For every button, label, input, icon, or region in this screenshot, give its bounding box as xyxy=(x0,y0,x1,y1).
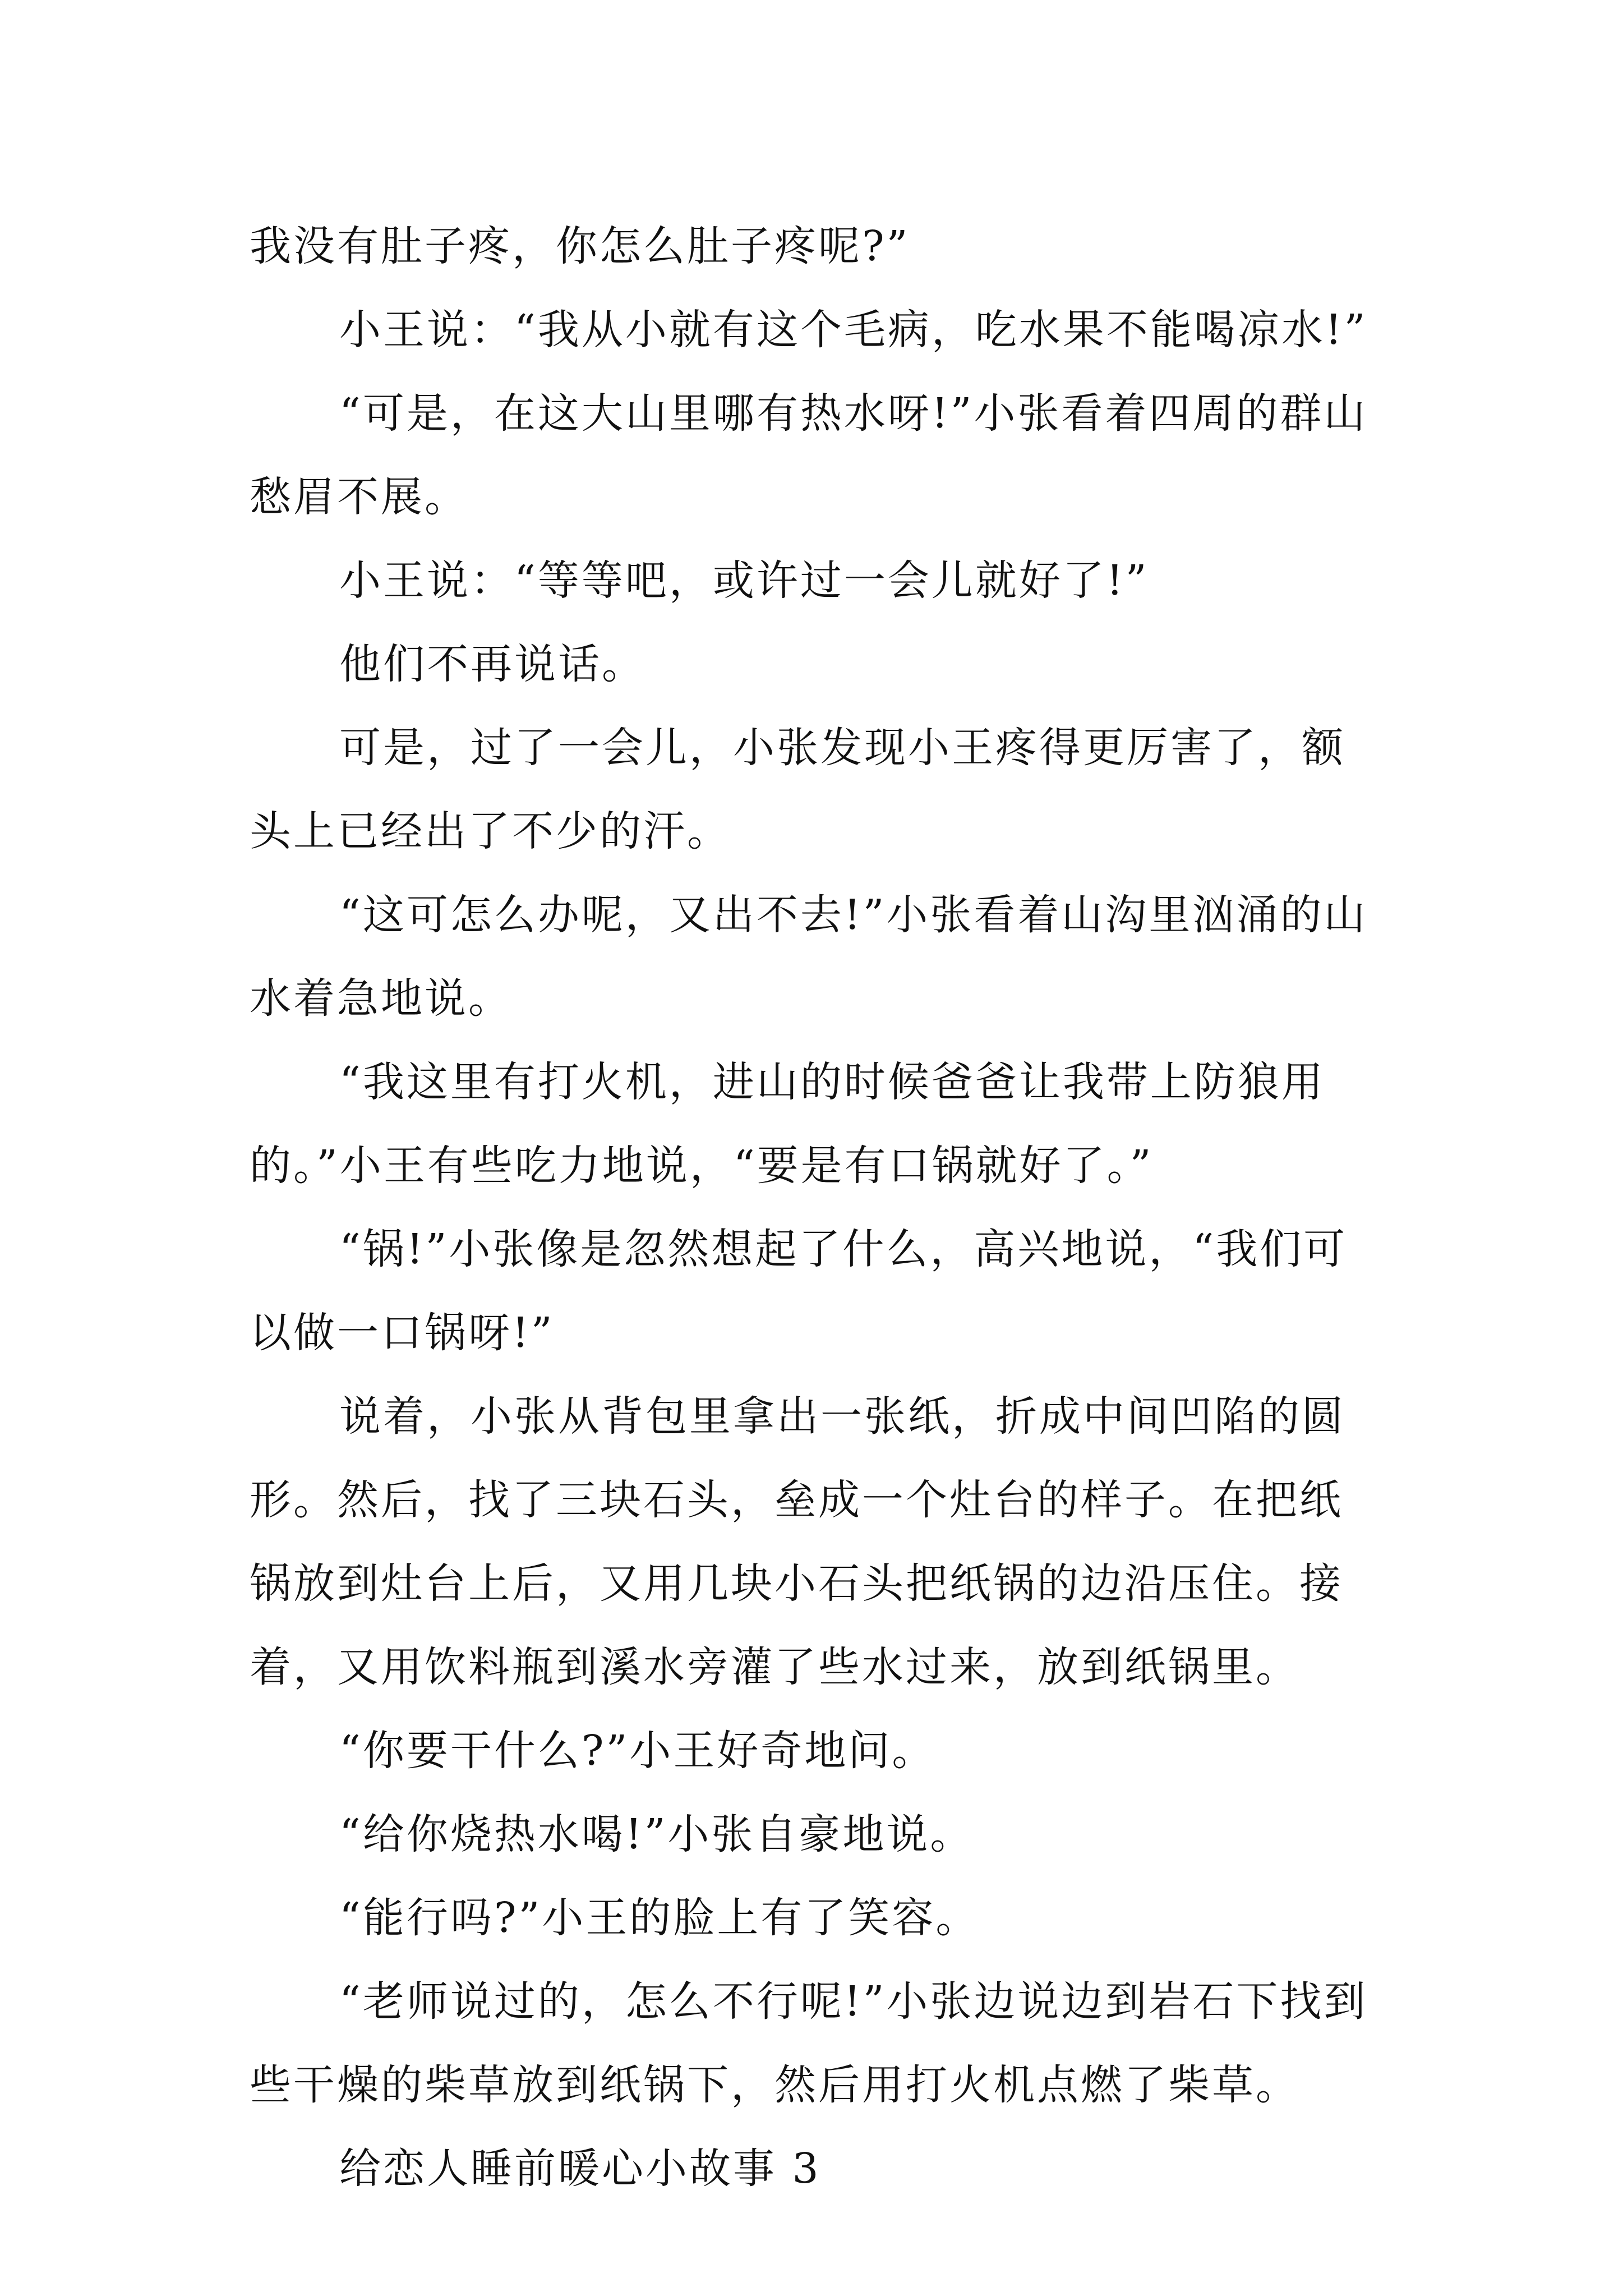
paragraph-6: 可是，过了一会儿，小张发现小王疼得更厉害了，额头上已经出了不少的汗。 xyxy=(250,724,1345,855)
paragraph-10: 说着，小张从背包里拿出一张纸，折成中间凹陷的圆形。然后，找了三块石头，垒成一个灶台的样子。在把纸锅放到灶台上后，又用几块小石头把纸锅的边沿压住。接着，又用饮料瓶到溪水旁灌了些水过来，放到纸锅里。 xyxy=(250,1392,1345,1691)
paragraph-11: “你要干什么?”小王好奇地问。 xyxy=(339,1727,936,1775)
section-heading: 给恋人睡前暖心小故事 3 xyxy=(339,2145,821,2193)
paragraph-14: “老师说过的，怎么不行呢!”小张边说边到岩石下找到些干燥的柴草放到纸锅下，然后用打火机点燃了柴草。 xyxy=(250,1977,1368,2109)
paragraph-3: “可是，在这大山里哪有热水呀!”小张看着四周的群山愁眉不展。 xyxy=(250,389,1368,521)
paragraph-2: 小王说：“我从小就有这个毛病，吃水果不能喝凉水!” xyxy=(339,306,1368,354)
document-body xyxy=(250,205,1382,2211)
paragraph-8: “我这里有打火机，进山的时候爸爸让我带上防狼用的。”小王有些吃力地说，“要是有口锅就好了。” xyxy=(250,1058,1325,1190)
paragraph-1: 我没有肚子疼，你怎么肚子疼呢?” xyxy=(250,222,910,270)
paragraph-5: 他们不再说话。 xyxy=(339,640,645,688)
paragraph-9: “锅!”小张像是忽然想起了什么，高兴地说，“我们可以做一口锅呀!” xyxy=(250,1225,1348,1357)
paragraph-12: “给你烧热水喝!”小张自豪地说。 xyxy=(339,1810,974,1858)
paragraph-4: 小王说：“等等吧，或许过一会儿就好了!” xyxy=(339,556,1149,605)
paragraph-7: “这可怎么办呢，又出不去!”小张看着山沟里汹涌的山水着急地说。 xyxy=(250,891,1368,1023)
paragraph-13: “能行吗?”小王的脸上有了笑容。 xyxy=(339,1894,980,1942)
